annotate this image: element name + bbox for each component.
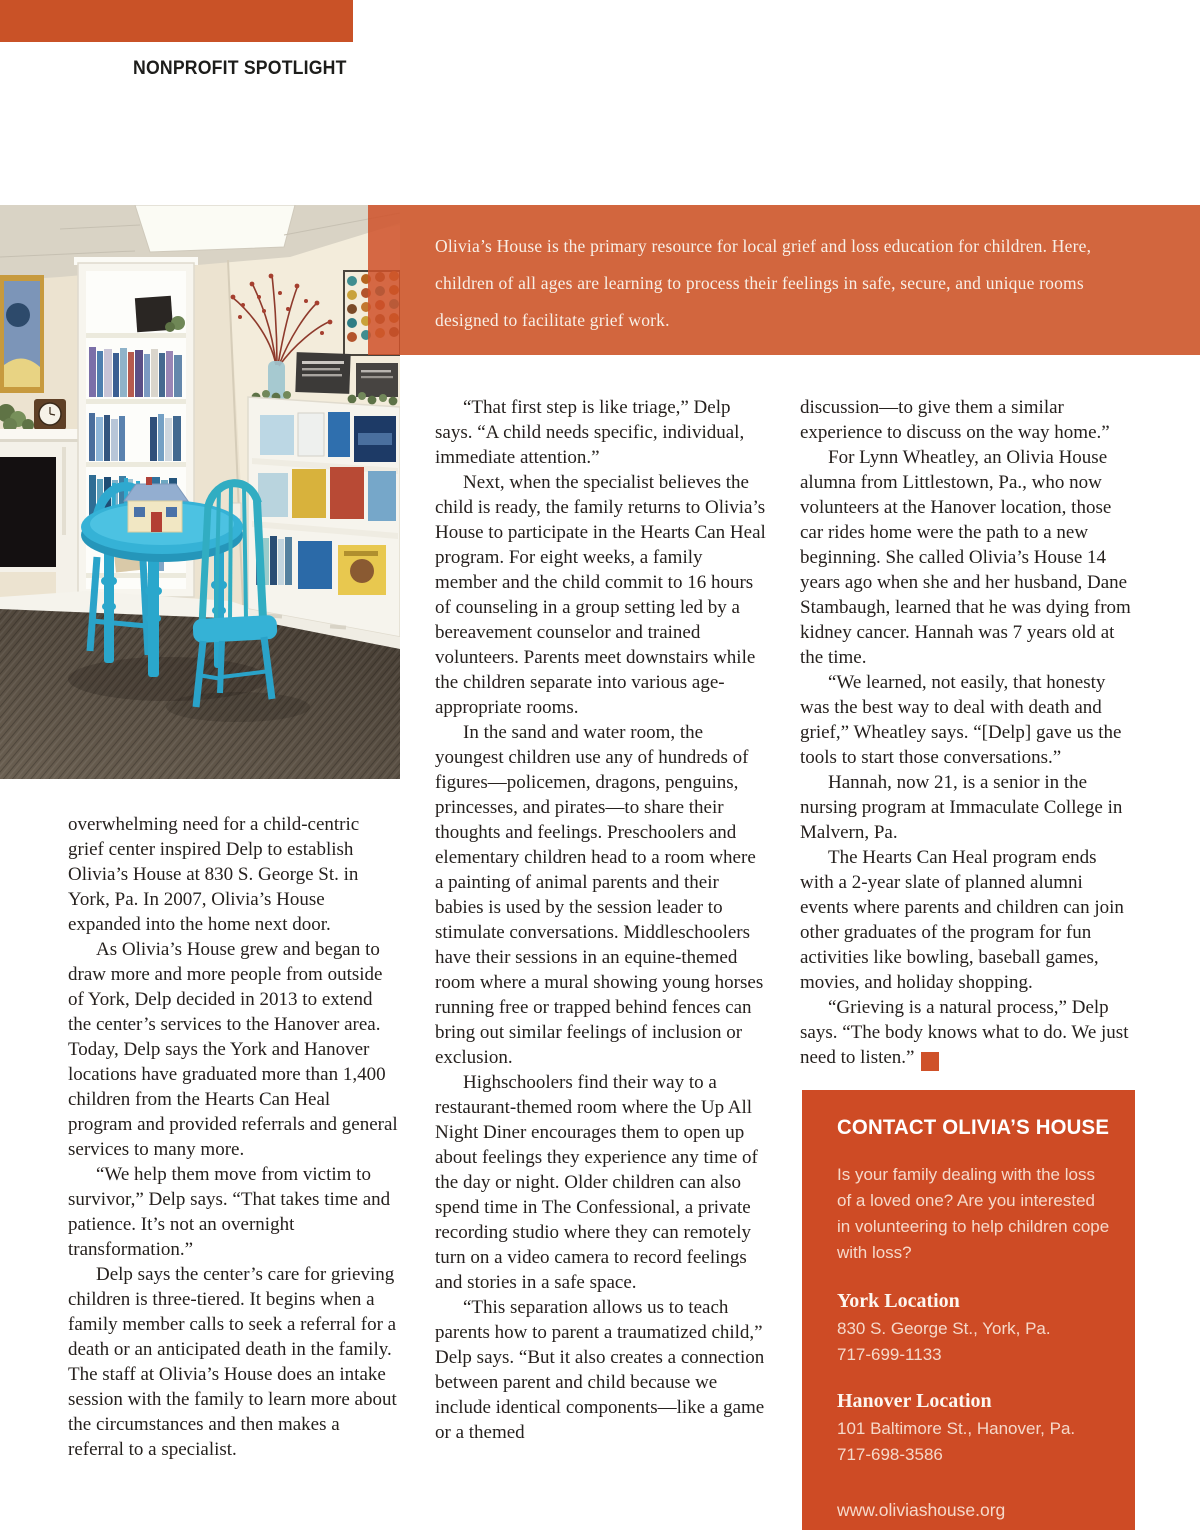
paragraph: In the sand and water room, the youngest children use any of hundreds of figures—policemen, dragons, penguins, princesses, and pirates—to share their thoughts and feelings. Preschoolers and elementary children head to a room where a painting of animal parents and their babies is used by the session leader to stimulate conversations. Middleschoolers have their sessions in an equine-themed room where a mural showing young horses running free or trapped behind fences can bring out similar feelings of inclusion or exclusion. <box>435 722 764 1068</box>
article-column-3 <box>800 395 1134 1071</box>
section-header: NONPROFIT SPOTLIGHT <box>133 58 347 79</box>
article-end-mark-icon: G <box>921 1052 939 1071</box>
location-name: Hanover Location <box>837 1390 992 1412</box>
paragraph: “We learned, not easily, that honesty was the best way to deal with death and grief,” Wheatley says. “[Delp] gave us the tools to start those conversations.” <box>800 672 1122 768</box>
paragraph: discussion—to give them a similar experience to discuss on the way home.” <box>800 397 1110 443</box>
article-column-2 <box>435 395 767 1445</box>
caption-banner <box>400 205 1200 355</box>
fireplace <box>0 429 90 597</box>
paragraph: Delp says the center’s care for grieving children is three-tiered. It begins when a family member calls to seek a referral for a death or an anticipated death in the family. The staff at Olivia’s House does an intake session with the family to learn more about the circumstances and then makes a referral to a specialist. <box>68 1264 397 1460</box>
website-url: www.oliviashouse.org <box>837 1500 1006 1520</box>
paragraph: Highschoolers find their way to a restaurant-themed room where the Up All Night Diner encourages them to open up about feelings they experience any time of the day or night. Older children can also spend time in The Confessional, a private recording studio where they can remotely turn on a video camera to record feelings and stories in a safe space. <box>435 1072 758 1293</box>
chair-shadow <box>166 692 310 722</box>
banner-overlay-strip <box>368 205 400 355</box>
top-accent-bar <box>0 0 353 42</box>
paragraph: As Olivia’s House grew and began to draw more and more people from outside of York, Delp decided in 2013 to extend the center’s services to the Hanover area. Today, Delp says the York and Hanover locations have graduated more than 1,400 children from the Hearts Can Heal program and provided referrals and general services to many more. <box>68 939 398 1160</box>
contact-title: CONTACT OLIVIA’S HOUSE <box>837 1116 1110 1139</box>
mantel-clock <box>34 399 66 430</box>
paragraph: The Hearts Can Heal program ends with a 2-year slate of planned alumni events where parents and children can join other graduates of the program for fun activities like bowling, baseball games, movies, and holiday shopping. <box>800 847 1124 993</box>
paragraph: Hannah, now 21, is a senior in the nursing program at Immaculate College in Malvern, Pa. <box>800 772 1123 843</box>
paragraph: overwhelming need for a child-centric grief center inspired Delp to establish Olivia’s House at 830 S. George St. in York, Pa. In 2007, Olivia’s House expanded into the home next door. <box>68 814 360 935</box>
paragraph-text: “Grieving is a natural process,” Delp says. “The body knows what to do. We just need to listen.” <box>800 997 1129 1068</box>
location-phone: 717-699-1133 <box>837 1345 942 1364</box>
paragraph <box>800 995 1134 1071</box>
paragraph: Next, when the specialist believes the child is ready, the family returns to Olivia’s House to participate in the Hearts Can Heal program. For eight weeks, a family member and the child commit to 16 hours of counseling in a group setting led by a bereavement counselor and trained volunteers. Parents meet downstairs while the children separate into various age-appropriate rooms. <box>435 472 766 718</box>
caption-text: Olivia’s House is the primary resource for local grief and loss education for children. Here, children of all ages are learning to process their feelings in safe, secure, and unique rooms designed to facilitate grief work. <box>435 236 1092 330</box>
room-photo <box>0 205 400 779</box>
article-column-1 <box>68 812 398 1462</box>
paragraph: “That first step is like triage,” Delp says. “A child needs specific, individual, immediate attention.” <box>435 397 745 468</box>
location-name: York Location <box>837 1290 960 1312</box>
location-phone: 717-698-3586 <box>837 1445 943 1464</box>
location-address: 101 Baltimore St., Hanover, Pa. <box>837 1419 1076 1438</box>
low-bookshelf <box>248 397 400 651</box>
location-hanover <box>837 1390 1115 1468</box>
contact-intro: Is your family dealing with the loss of a loved one? Are you interested in volunteering to help children cope with loss? <box>837 1165 1110 1262</box>
paragraph: For Lynn Wheatley, an Olivia House alumna from Littlestown, Pa., who now volunteers at the Hanover location, those car rides home were the path to a new beginning. She called Olivia’s House 14 years ago when she and her husband, Dane Stambaugh, learned that he was dying from kidney cancer. Hannah was 7 years old at the time. <box>800 447 1131 668</box>
contact-box <box>802 1090 1135 1530</box>
location-address: 830 S. George St., York, Pa. <box>837 1319 1051 1338</box>
paragraph: “We help them move from victim to survivor,” Delp says. “That takes time and patience. It’s not an overnight transformation.” <box>68 1164 391 1260</box>
framed-painting <box>0 275 44 393</box>
location-york <box>837 1290 1115 1368</box>
paragraph: “This separation allows us to teach parents how to parent a traumatized child,” Delp says. “But it also creates a connection between parent and child because we include identical components—like a game or a themed <box>435 1297 765 1443</box>
